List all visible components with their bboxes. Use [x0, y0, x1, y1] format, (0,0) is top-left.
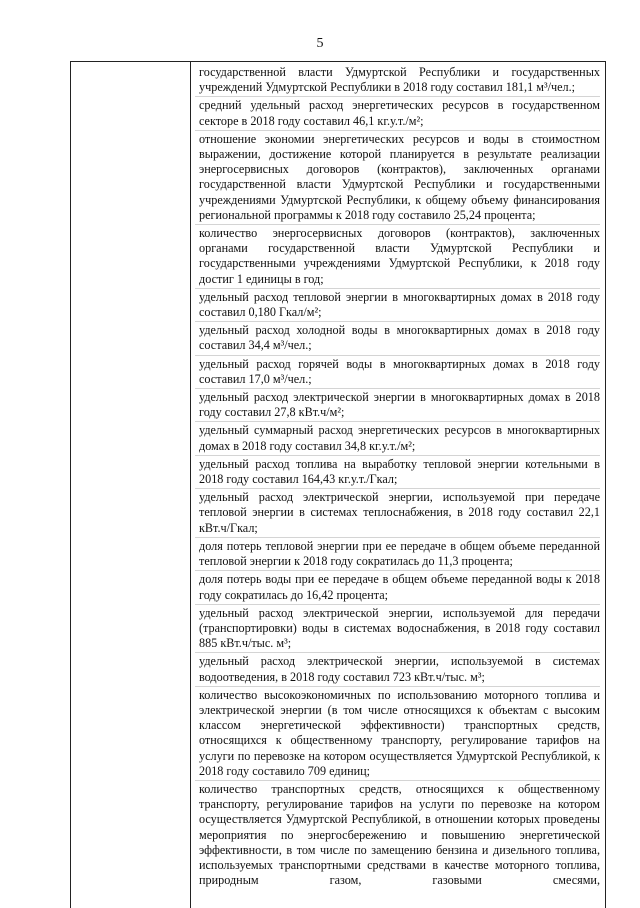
indicator-item: удельный расход холодной воды в многоквартирных домах в 2018 году составил 34,4 м³/чел.; — [195, 322, 600, 355]
indicator-item: удельный расход тепловой энергии в многоквартирных домах в 2018 году составил 0,180 Гкал/м²; — [195, 289, 600, 322]
indicator-item: доля потерь тепловой энергии при ее передаче в общем объеме переданной тепловой энергии к 2018 году сократилась до 11,3 процента; — [195, 538, 600, 571]
indicator-item: государственной власти Удмуртской Республики и государственных учреждений Удмуртской Республики в 2018 году составил 181,1 м³/чел.; — [195, 64, 600, 97]
indicator-item: удельный расход горячей воды в многоквартирных домах в 2018 году составил 17,0 м³/чел.; — [195, 356, 600, 389]
indicator-item: удельный расход топлива на выработку тепловой энергии котельными в 2018 году составил 164,43 кг.у.т./Гкал; — [195, 456, 600, 489]
indicator-item: количество энергосервисных договоров (контрактов), заключенных органами государственной власти Удмуртской Республики и государственными учреждениями Удмуртской Республики, к 2018 году достиг 1 единицы в год; — [195, 225, 600, 289]
indicator-item: удельный расход электрической энергии в многоквартирных домах в 2018 году составил 27,8 кВт.ч/м²; — [195, 389, 600, 422]
indicator-item: удельный суммарный расход энергетических ресурсов в многоквартирных домах в 2018 году составил 34,8 кг.у.т./м²; — [195, 422, 600, 455]
indicator-item: удельный расход электрической энергии, используемой при передаче тепловой энергии в системах теплоснабжения, в 2018 году составил 22,1 кВт.ч/Гкал; — [195, 489, 600, 538]
indicator-item: отношение экономии энергетических ресурсов и воды в стоимостном выражении, достижение которой планируется в результате реализации энергосервисных договоров (контрактов), заключенных органами государственной власти Удмуртской Республики и государственными учреждениями Удмуртской Республики, к общему объему финансирования региональной программы к 2018 году составило 25,24 процента; — [195, 131, 600, 225]
indicator-item: доля потерь воды при ее передаче в общем объеме переданной воды к 2018 году сократилась до 16,42 процента; — [195, 571, 600, 604]
document-table — [70, 61, 606, 908]
indicator-item: количество высокоэкономичных по использованию моторного топлива и электрической энергии (в том числе относящихся к объектам с высоким классом энергетической эффективности) транспортных средств, относящихся к общественному транспорту, регулирование тарифов на услуги по перевозке на котором осуществляется Удмуртской Республикой, к 2018 году составило 709 единиц; — [195, 687, 600, 781]
indicator-item: удельный расход электрической энергии, используемой для передачи (транспортировки) воды в системах водоснабжения, в 2018 году составил 885 кВт.ч/тыс. м³; — [195, 605, 600, 654]
table-left-column — [71, 62, 191, 908]
indicator-item: средний удельный расход энергетических ресурсов в государственном секторе в 2018 году составил 46,1 кг.у.т./м²; — [195, 97, 600, 130]
indicator-item: удельный расход электрической энергии, используемой в системах водоотведения, в 2018 году составил 723 кВт.ч/тыс. м³; — [195, 653, 600, 686]
indicator-item: количество транспортных средств, относящихся к общественному транспорту, регулирование тарифов на услуги по перевозке на котором осуществляется Удмуртской Республикой, в отношении которых проведены мероприятия по энергосбережению и повышению энергетической эффективности, в том числе по замещению бензина и дизельного топлива, используемых транспортными средствами в качестве моторного топлива, природным газом, газовыми смесями, — [199, 781, 600, 888]
table-right-column — [195, 64, 600, 889]
page-number: 5 — [316, 36, 324, 51]
